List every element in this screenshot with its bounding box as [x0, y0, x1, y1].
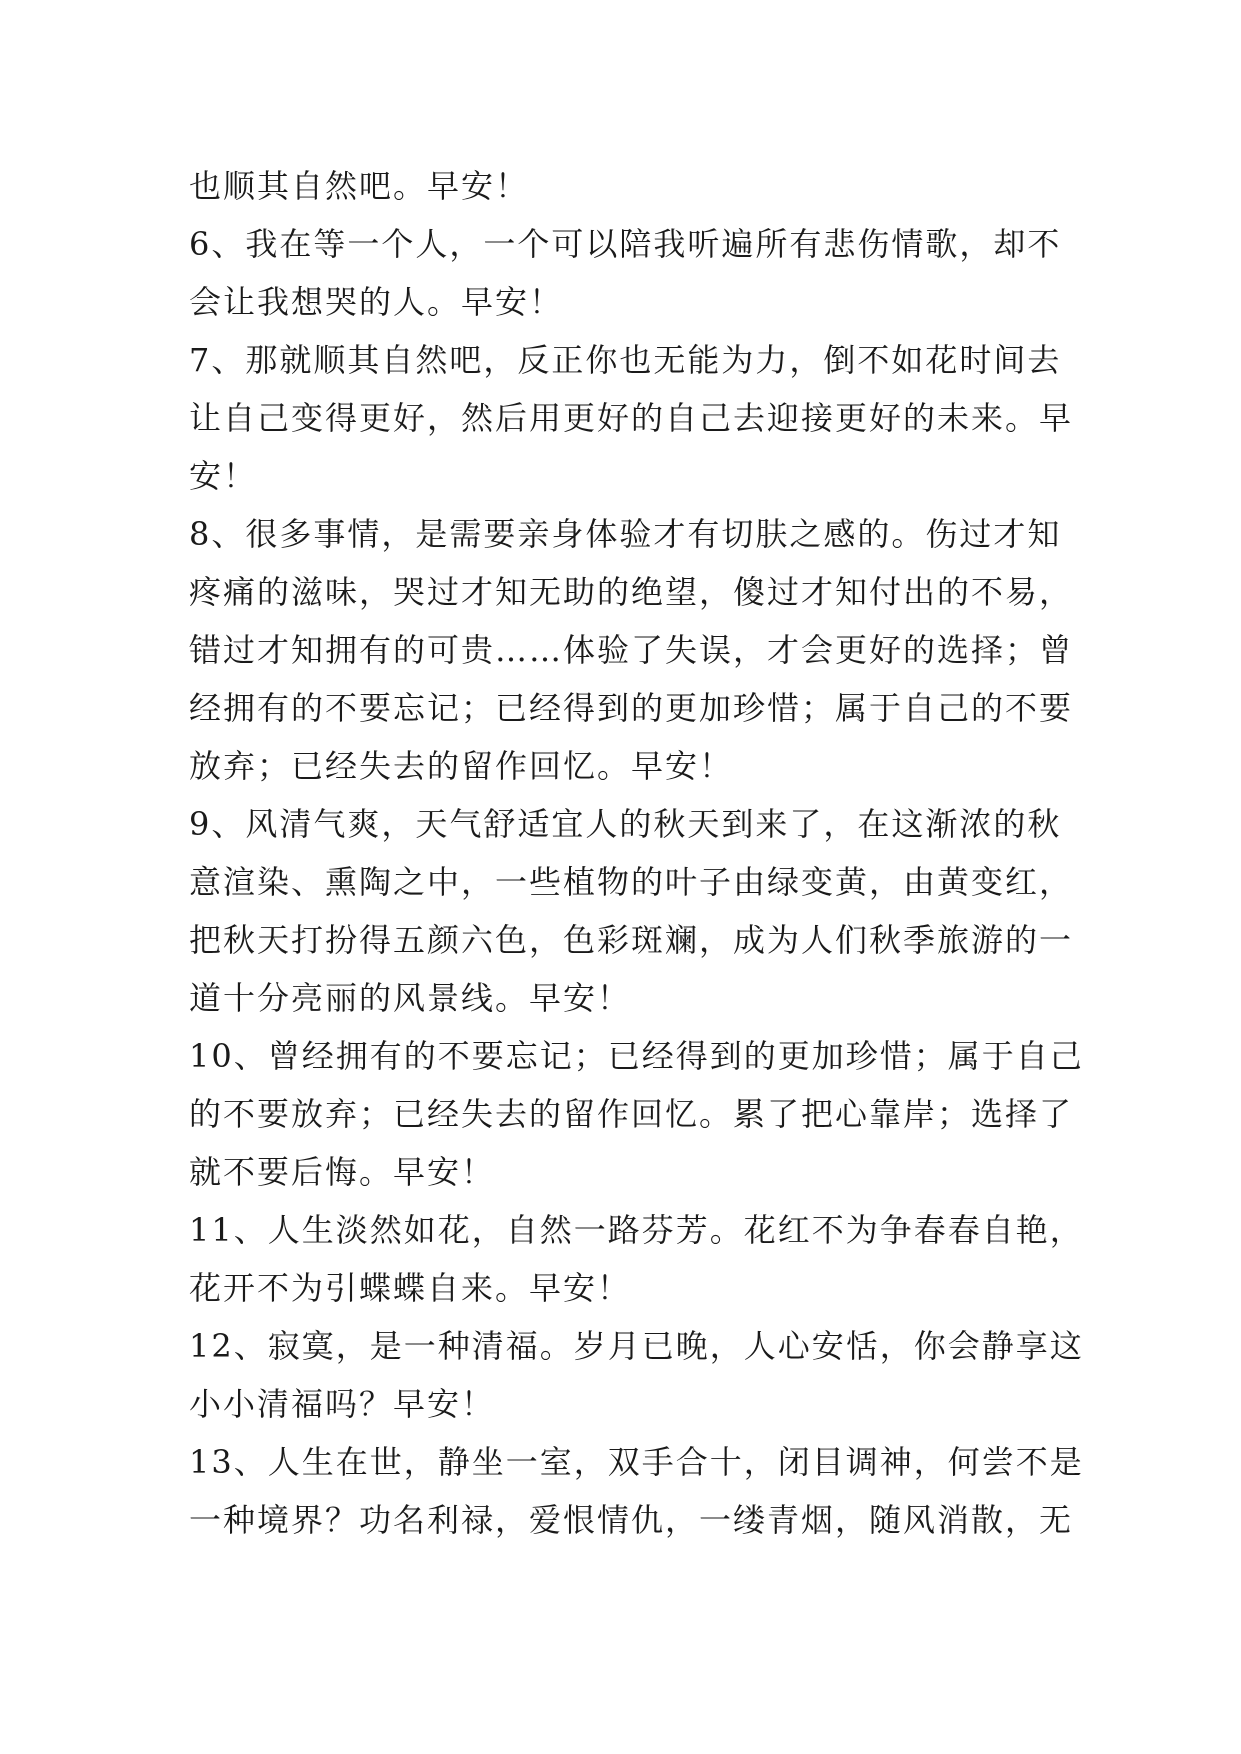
- text-line: 经拥有的不要忘记；已经得到的更加珍惜；属于自己的不要: [189, 689, 1074, 727]
- text-line: 放弃；已经失去的留作回忆。早安！: [189, 747, 734, 785]
- text-line: 花开不为引蝶蝶自来。早安！: [189, 1269, 632, 1307]
- text-line: 8、很多事情，是需要亲身体验才有切肤之感的。伤过才知: [189, 515, 1062, 553]
- text-line: 让自己变得更好，然后用更好的自己去迎接更好的未来。早: [189, 399, 1074, 437]
- text-line: 小小清福吗？早安！: [189, 1385, 496, 1423]
- text-line: 12、寂寞，是一种清福。岁月已晚，人心安恬，你会静享这: [189, 1327, 1084, 1365]
- text-line: 意渲染、熏陶之中，一些植物的叶子由绿变黄，由黄变红，: [189, 863, 1074, 901]
- text-line: 道十分亮丽的风景线。早安！: [189, 979, 632, 1017]
- text-line: 也顺其自然吧。早安！: [189, 167, 530, 205]
- text-line: 错过才知拥有的可贵……体验了失误，才会更好的选择；曾: [189, 631, 1074, 669]
- text-line: 一种境界？功名利禄，爱恨情仇，一缕青烟，随风消散，无: [189, 1501, 1074, 1539]
- text-line: 7、那就顺其自然吧，反正你也无能为力，倒不如花时间去: [189, 341, 1062, 379]
- text-line: 9、风清气爽，天气舒适宜人的秋天到来了，在这渐浓的秋: [189, 805, 1062, 843]
- text-line: 就不要后悔。早安！: [189, 1153, 496, 1191]
- text-line: 6、我在等一个人，一个可以陪我听遍所有悲伤情歌，却不: [189, 225, 1062, 263]
- text-line: 13、人生在世，静坐一室，双手合十，闭目调神，何尝不是: [189, 1443, 1084, 1481]
- document-body: [189, 157, 1084, 1549]
- text-line: 把秋天打扮得五颜六色，色彩斑斓，成为人们秋季旅游的一: [189, 921, 1074, 959]
- text-line: 会让我想哭的人。早安！: [189, 283, 564, 321]
- text-line: 疼痛的滋味，哭过才知无助的绝望，傻过才知付出的不易，: [189, 573, 1074, 611]
- text-line: 的不要放弃；已经失去的留作回忆。累了把心靠岸；选择了: [189, 1095, 1074, 1133]
- text-line: 安！: [189, 457, 258, 495]
- text-line: 11、人生淡然如花，自然一路芬芳。花红不为争春春自艳，: [189, 1211, 1084, 1249]
- text-line: 10、曾经拥有的不要忘记；已经得到的更加珍惜；属于自己: [189, 1037, 1084, 1075]
